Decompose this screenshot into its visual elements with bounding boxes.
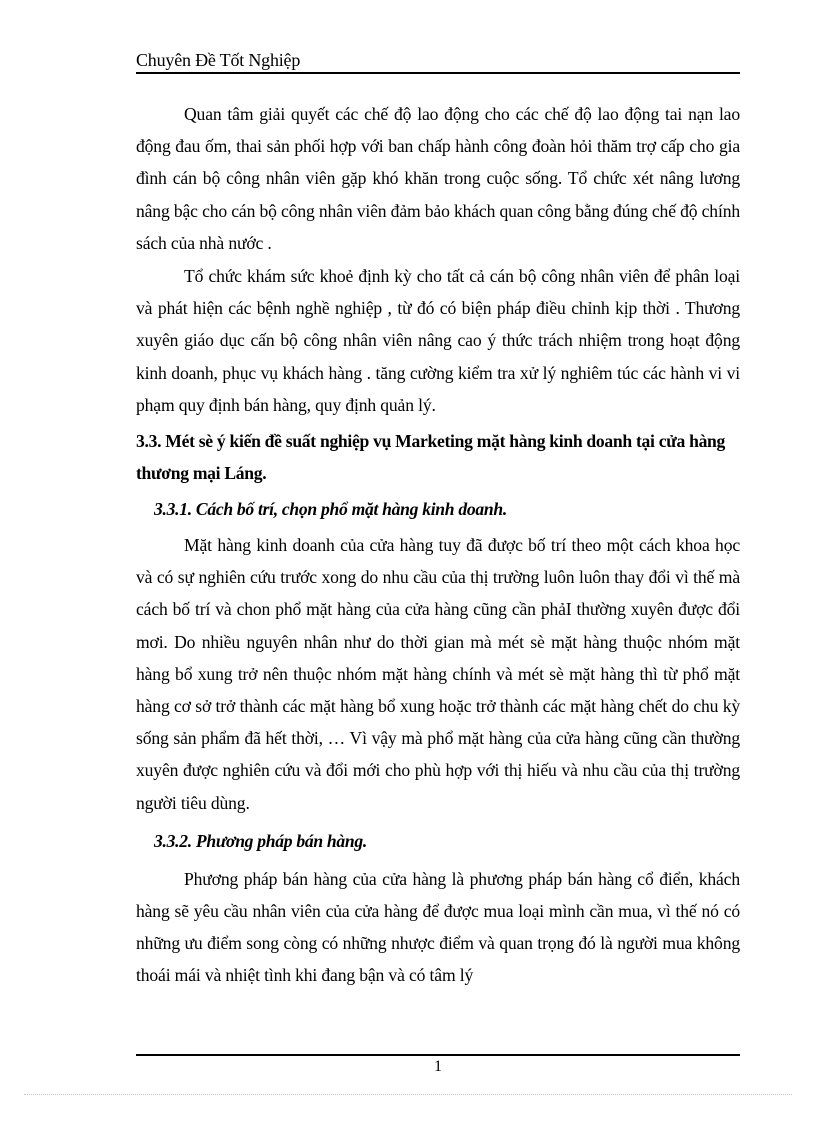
- header-title: Chuyên Đề Tốt Nghiệp: [136, 50, 301, 70]
- subsection-heading-3-3-1: 3.3.1. Cách bố trí, chọn phổ mặt hàng kinh doanh.: [154, 499, 507, 520]
- paragraph-health-check: Tổ chức khám sức khoẻ định kỳ cho tất cả cán bộ công nhân viên để phân loại và phát hiện các bệnh nghề nghiệp , từ đó có biện pháp điều chỉnh kịp thời . Thương xuyên giáo dục cấn bộ công nhân viên nâng cao ý thức trách nhiệm trong hoạt động kinh doanh, phục vụ khách hàng . tăng cường kiểm tra xử lý nghiêm túc các hành vi vi phạm quy định bán hàng, quy định quản lý.: [136, 266, 740, 415]
- section-heading-3-3: 3.3. Mét sè ý kiến đề suất nghiệp vụ Marketing mặt hàng kinh doanh tại cửa hàng thương mại Láng.: [136, 431, 726, 484]
- paragraph-welfare: Quan tâm giải quyết các chế độ lao động cho các chế độ lao động tai nạn lao động đau ốm, thai sản phối hợp với ban chấp hành công đoàn hỏi thăm trợ cấp cho gia đình cán bộ công nhân viên gặp khó khăn trong cuộc sống. Tổ chức xét nâng lương nâng bậc cho cán bộ công nhân viên đảm bảo khách quan công bằng đúng chế độ chính sách của nhà nước .: [136, 104, 740, 253]
- document-body: [136, 98, 740, 992]
- paragraph-sales-method: Phương pháp bán hàng của cửa hàng là phương pháp bán hàng cổ điển, khách hàng sẽ yêu cầu nhân viên của cửa hàng để được mua loại mình cần mua, vì thế nó có những ưu điểm song còng có những nhược điểm và quan trọng đó là người mua không thoái mái và nhiệt tình khi đang bận và có tâm lý: [136, 868, 740, 986]
- page-header: [136, 46, 740, 74]
- page-footer: [136, 1054, 740, 1078]
- paragraph-product-layout: Mặt hàng kinh doanh của cửa hàng tuy đã được bố trí theo một cách khoa học và có sự nghiên cứu trước xong do nhu cầu của thị trường luôn luôn thay đổi vì thế mà cách bố trí và chon phổ mặt hàng của cửa hàng cũng cần phảI thường xuyên được đổi mơi. Do nhiều nguyên nhân như do thời gian mà mét sè mặt hàng thuộc nhóm mặt hàng bổ xung trở nên thuộc nhóm mặt hàng chính và mét sè mặt hàng thì từ phổ mặt hàng cơ sở trở thành các mặt hàng bổ xung hoặc trở thành các mặt hàng chết do chu kỳ sống sản phẩm đã hết thời, … Vì vậy mà phổ mặt hàng của cửa hàng cũng cần thường xuyên được nghiên cứu và đổi mới cho phù hợp với thị hiếu và nhu cầu của thị trường người tiêu dùng.: [136, 535, 740, 813]
- page-number: 1: [434, 1058, 442, 1075]
- page-break-divider: [24, 1094, 792, 1095]
- subsection-heading-3-3-2: 3.3.2. Phương pháp bán hàng.: [154, 830, 367, 851]
